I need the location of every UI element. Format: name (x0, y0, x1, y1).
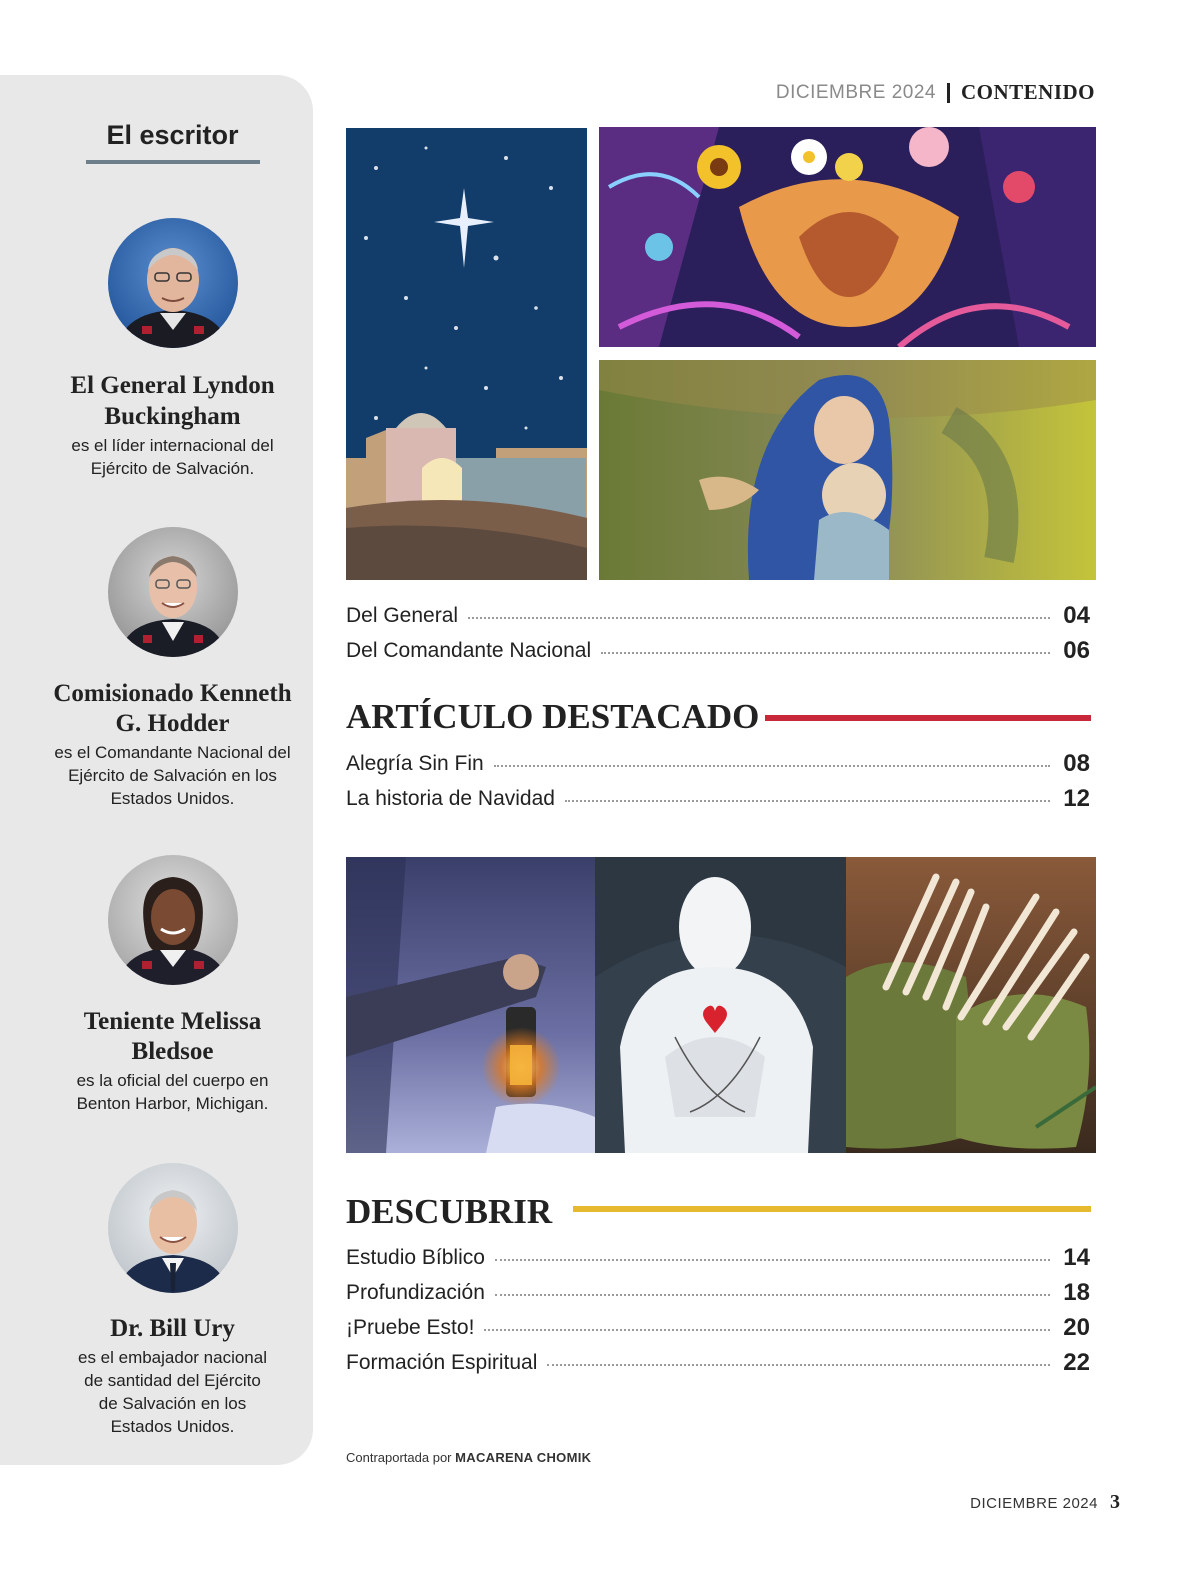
featured-heading-rule (765, 715, 1091, 721)
toc-entry-label: La historia de Navidad (346, 787, 555, 810)
writer-card (0, 527, 345, 810)
toc-entry-page: 20 (1063, 1314, 1090, 1341)
toc-entry-page: 06 (1063, 637, 1090, 664)
writer-card (0, 1163, 345, 1438)
toc-leader (494, 765, 1050, 767)
toc-leader (547, 1364, 1050, 1366)
toc-entry[interactable] (346, 1347, 1090, 1379)
writer-description: es el embajador nacional de santidad del Ejército de Salvación en los Estados Unidos. (77, 1348, 267, 1436)
cover-credit-prefix: Contraportada por (346, 1450, 452, 1465)
writer-photo (108, 1163, 238, 1293)
discover-heading-rule (573, 1206, 1091, 1212)
toc-entry-page: 14 (1063, 1244, 1090, 1271)
toc-entry[interactable] (346, 1277, 1090, 1309)
header-month: DICIEMBRE 2024 (775, 81, 936, 103)
toc-entry-page: 04 (1063, 602, 1090, 629)
toc-entry[interactable] (346, 600, 1090, 632)
writer-name: Teniente Melissa Bledsoe (83, 1008, 262, 1065)
toc-entry-label: Formación Espiritual (346, 1351, 538, 1374)
heart-illustration (595, 857, 846, 1153)
writer-description: es la oficial del cuerpo en Benton Harbor, Michigan. (76, 1071, 269, 1113)
header-divider (947, 83, 950, 103)
toc-entry-label: Alegría Sin Fin (346, 752, 484, 775)
cover-credit (346, 1450, 591, 1465)
writer-description: es el líder internacional del Ejército de Salvación. (71, 436, 274, 478)
toc-entry[interactable] (346, 1312, 1090, 1344)
page-footer (970, 1491, 1120, 1514)
toc-leader (495, 1294, 1050, 1296)
toc-entry-page: 12 (1063, 785, 1090, 812)
toc-entry-label: ¡Pruebe Esto! (346, 1316, 475, 1339)
toc-entry[interactable] (346, 748, 1090, 780)
toc-entry[interactable] (346, 1242, 1090, 1274)
writer-card (0, 218, 345, 480)
roast-photo (846, 857, 1096, 1153)
writer-card (0, 855, 345, 1115)
toc-entry-label: Estudio Bíblico (346, 1246, 485, 1269)
writer-name: Comisionado Kenneth G. Hodder (53, 680, 292, 737)
writer-photo (108, 527, 238, 657)
writer-description: es el Comandante Nacional del Ejército de Salvación en los Estados Unidos. (54, 743, 291, 808)
sidebar-title: El escritor (106, 120, 239, 150)
writer-name: Dr. Bill Ury (110, 1315, 235, 1342)
toc-entry-page: 18 (1063, 1279, 1090, 1306)
lantern-photo (346, 857, 595, 1153)
page-header (776, 80, 1095, 105)
toc-leader (495, 1259, 1050, 1261)
writer-name: El General Lyndon Buckingham (70, 372, 275, 430)
nativity-illustration (346, 128, 587, 580)
toc-entry[interactable] (346, 783, 1090, 815)
toc-leader (468, 617, 1050, 619)
header-section: CONTENIDO (960, 80, 1095, 104)
page-number: 3 (1110, 1491, 1120, 1513)
toc-leader (601, 652, 1050, 654)
writer-photo (108, 218, 238, 348)
toc-entry-label: Del Comandante Nacional (346, 639, 592, 662)
writer-photo (108, 855, 238, 985)
flowers-painting (599, 127, 1096, 347)
toc-entry[interactable] (346, 635, 1090, 667)
toc-entry-label: Profundización (346, 1281, 485, 1304)
madonna-painting (599, 360, 1096, 580)
toc-entry-page: 08 (1063, 750, 1090, 777)
toc-leader (484, 1329, 1050, 1331)
cover-credit-name: MACARENA CHOMIK (455, 1450, 592, 1465)
sidebar-title-rule (86, 160, 260, 164)
toc-leader (565, 800, 1050, 802)
footer-month: DICIEMBRE 2024 (970, 1495, 1098, 1512)
featured-heading: ARTÍCULO DESTACADO (346, 697, 760, 736)
discover-heading: DESCUBRIR (346, 1192, 553, 1231)
toc-entry-label: Del General (346, 604, 459, 627)
toc-entry-page: 22 (1063, 1349, 1090, 1376)
